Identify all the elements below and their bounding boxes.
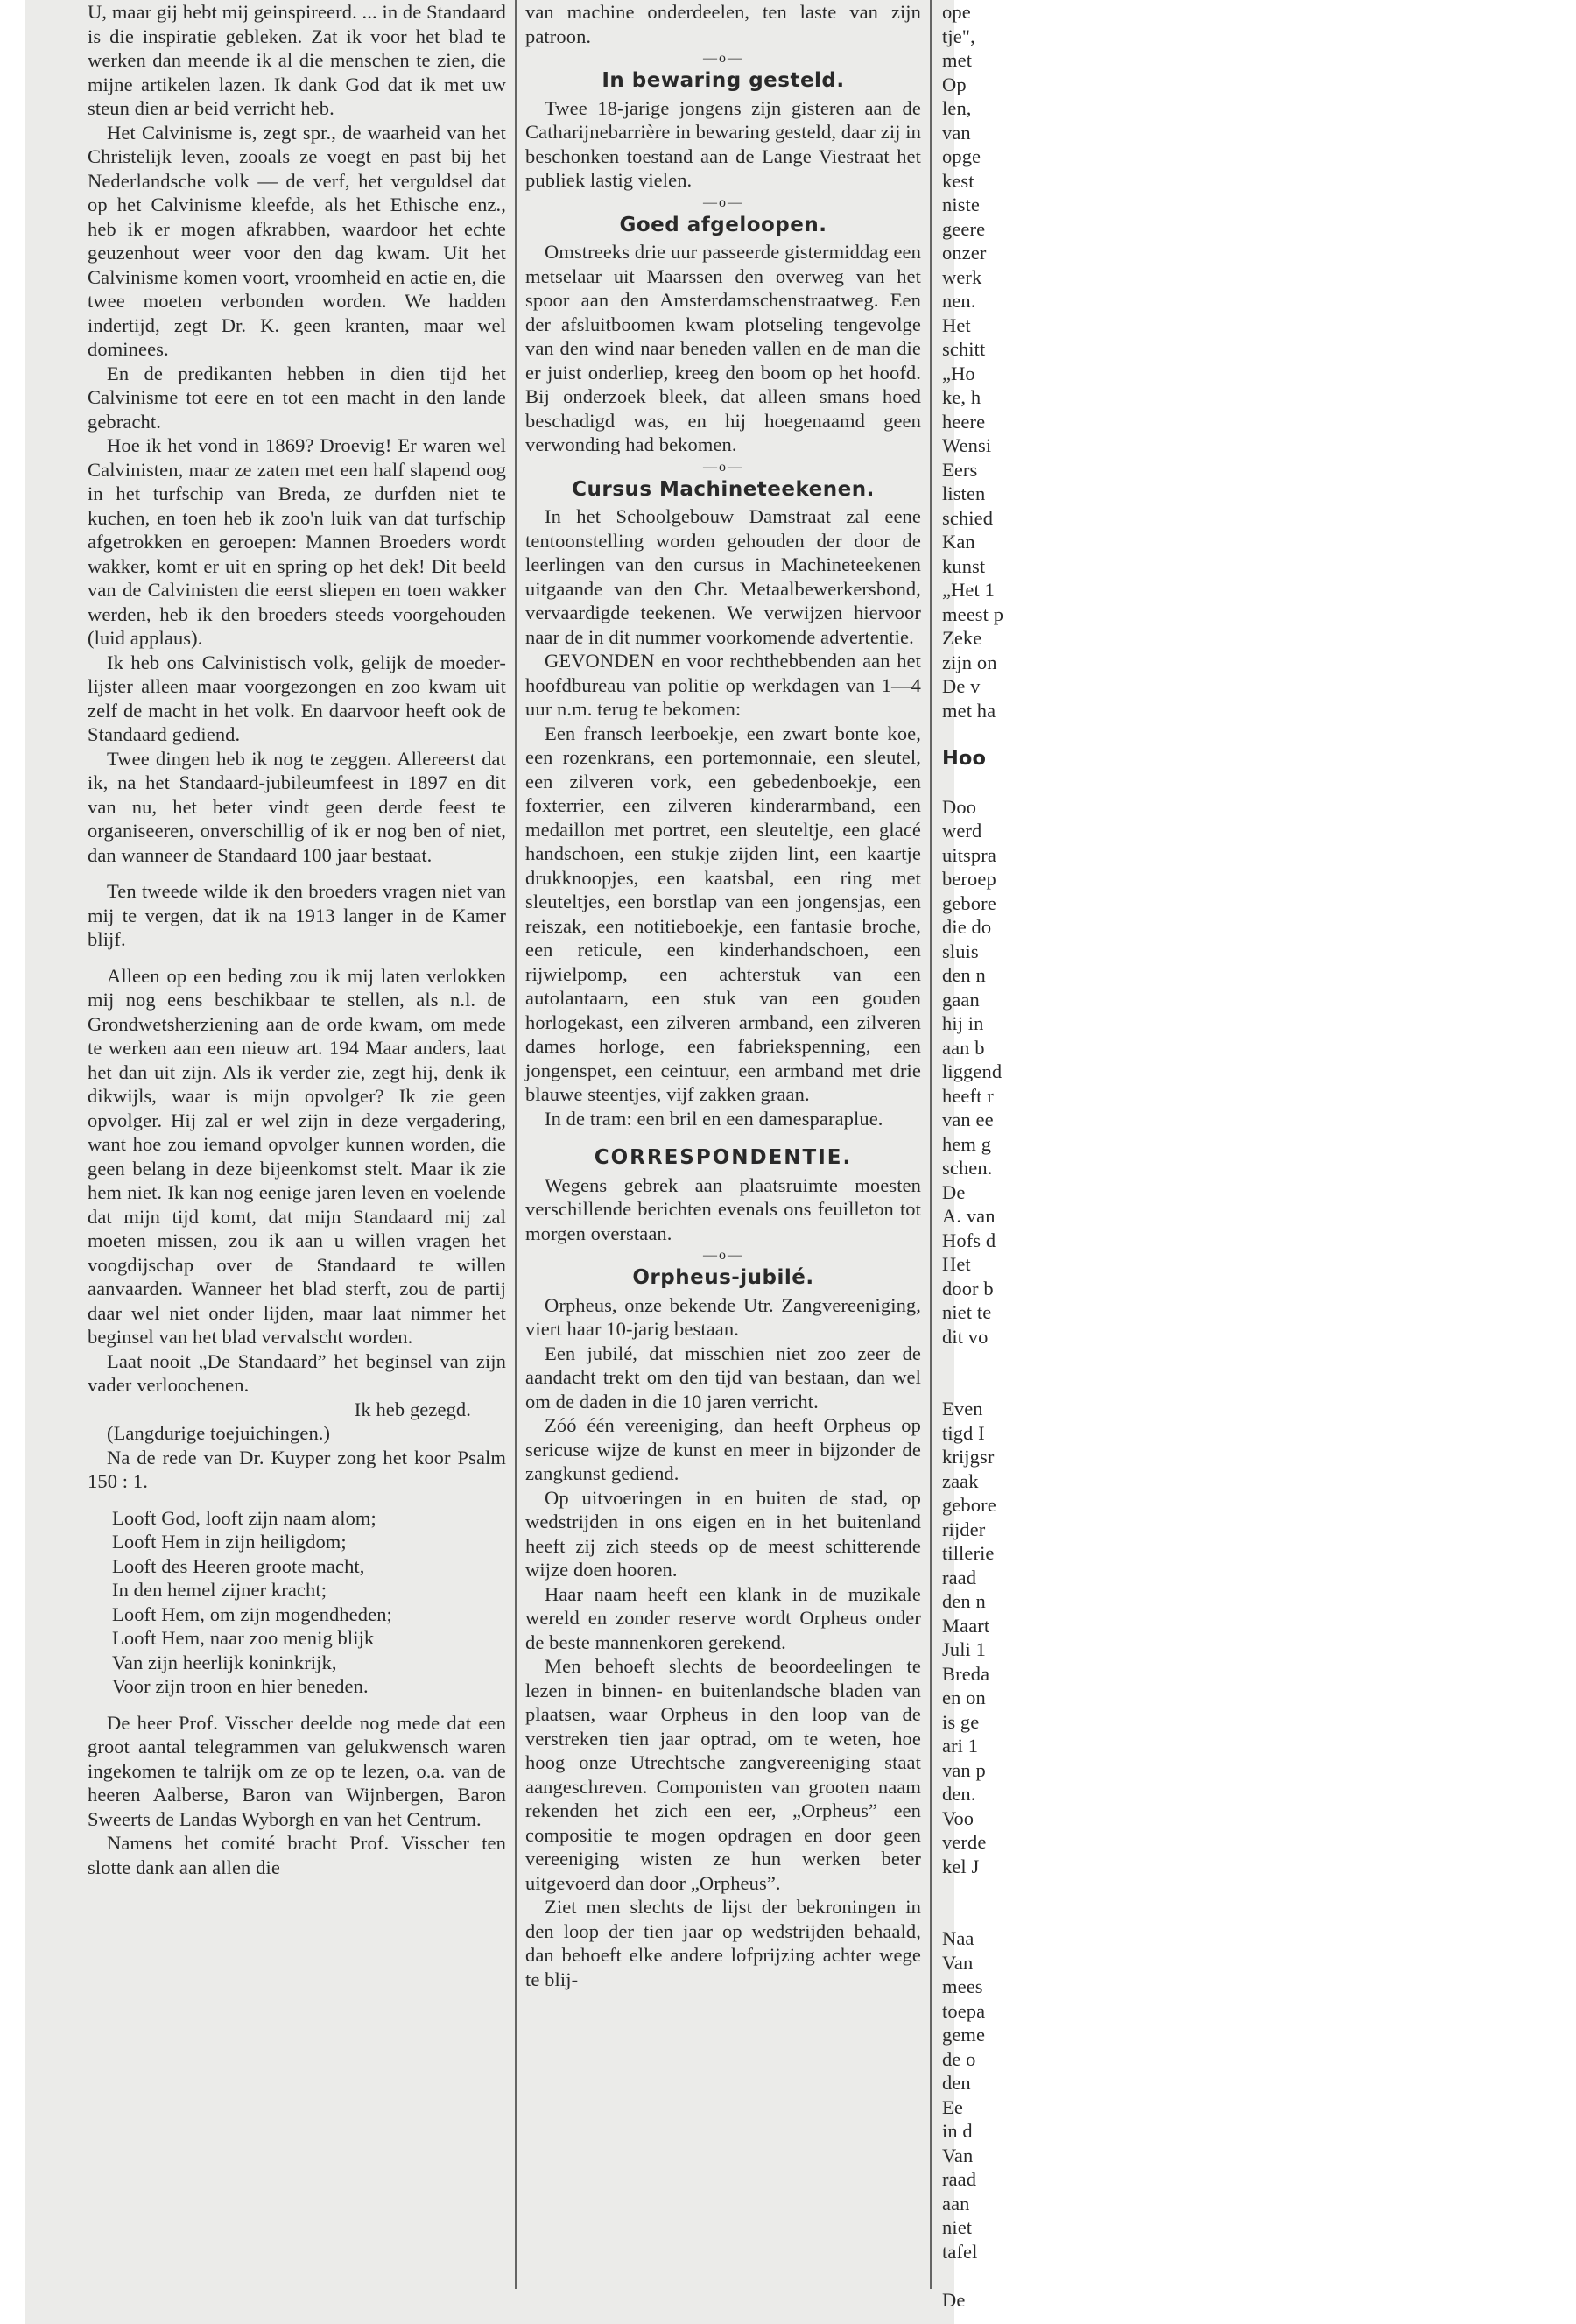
article-heading: Cursus Machineteekenen.: [572, 477, 875, 501]
verse-line: Looft Hem, om zijn mogendheden;: [112, 1602, 392, 1625]
cropped-line: Kan: [942, 531, 975, 553]
cropped-line: heere: [942, 410, 986, 433]
cropped-line: ope: [942, 1, 971, 23]
cropped-line: toepa: [942, 1999, 986, 2022]
spacer: [525, 1130, 921, 1143]
paragraph: In het Schoolgebouw Damstraat zal eene tentoonstelling worden gehouden der door de leerlingen van den cursus in Machineteekenen uitgaande van den Chr. Metaalbewerkersbond, vervaardigde teekenen. We verwijzen hiervoor naar de in dit nummer voorkomende advertentie.: [525, 505, 921, 648]
cropped-line: heeft r: [942, 1084, 994, 1107]
cropped-line: De: [942, 2288, 966, 2311]
verse-line: Looft Hem, naar zoo menig blijk: [112, 1627, 375, 1649]
cropped-line: schen.: [942, 1157, 993, 1179]
cropped-line: sluis: [942, 940, 979, 962]
cropped-line: tafel: [942, 2240, 978, 2263]
cropped-line: van ee: [942, 1109, 994, 1130]
cropped-line: kest: [942, 169, 974, 192]
cropped-line: [942, 771, 995, 795]
cropped-line: De v: [942, 675, 981, 697]
cropped-line: beroep: [942, 868, 996, 890]
separator: —o—: [703, 459, 743, 475]
cropped-line: den n: [942, 964, 986, 986]
cropped-line: [942, 1903, 995, 1927]
paragraph: Twee dingen heb ik nog te zeggen. Allereerst dat ik, na het Standaard-jubileumfeest in 1897 en dit van nu, het beter vindt geen derde feest te organiseeren, onverschillig of ik er nog ben of niet, dan wanneer de Standaard 100 jaar bestaat.: [88, 747, 506, 866]
article-heading: Orpheus-jubilé.: [632, 1266, 814, 1289]
cropped-line: krijgsr: [942, 1446, 995, 1468]
psalm-verse: [88, 1506, 506, 1699]
paragraph: Ten tweede wilde ik den broeders vragen niet van mij te vergen, dat ik na 1913 langer in de Kamer blijf.: [88, 880, 506, 950]
verse-line: Looft Hem in zijn heiligdom;: [112, 1531, 347, 1553]
cropped-line: [942, 1349, 995, 1373]
paragraph: Wegens gebrek aan plaatsruimte moesten verschillende berichten evenals ons feuilleton tot morgen overstaan.: [525, 1173, 921, 1244]
paragraph: Zóó één vereeniging, dan heeft Orpheus op sericuse wijze de kunst en meer in bijzonder de zangkunst gediend.: [525, 1414, 921, 1484]
cropped-line: werd: [942, 820, 982, 842]
paragraph: U, maar gij hebt mij geinspireerd. ... in de Standaard is die inspiratie gebleken. Zat ik voor het blad te werken dan meende ik al die menschen te zien, die mijne artikelen lazen. Ik dank God dat ik met uw steun dien ar beid verricht heb.: [88, 1, 506, 119]
paragraph: Namens het comité bracht Prof. Visscher ten slotte dank aan allen die: [88, 1832, 506, 1878]
cropped-line: [942, 722, 995, 747]
cropped-line: rijder: [942, 1518, 986, 1540]
cropped-line: Ee: [942, 2095, 963, 2118]
cropped-line: geere: [942, 217, 986, 240]
verse-line: Voor zijn troon en hier beneden.: [112, 1675, 369, 1697]
verse-line: Van zijn heerlijk koninkrijk,: [112, 1651, 337, 1673]
paragraph: Na de rede van Dr. Kuyper zong het koor Psalm 150 : 1.: [88, 1446, 506, 1492]
cropped-line: listen: [942, 482, 986, 504]
paragraph: En de predikanten hebben in dien tijd het Calvinisme tot eere en tot een macht in den lande gebracht.: [88, 362, 506, 433]
cropped-line: Doo: [942, 795, 977, 818]
paragraph: Een fransch leerboekje, een zwart bonte koe, een rozenkrans, een portemonnaie, een sleutel, een zilveren vork, een gebedenboekje, een foxterrier, een zilveren kinderarmband, een medaillon met portret, een sleuteltje, een glacé handschoen, een stukje zijden lint, een kaartje drukknoopjes, een kaatsbal, een ring met sleuteltjes, een borstlap van een jongensjas, een reiszak, een notitieboekje, een fantasie broche, een reticule, een kinderhandschoen, een rijwielpomp, een achterstuk van een autolantaarn, een stuk van een gouden horlogekast, een zilveren armband, een zilveren dames horloge, een fabriekspenning, een jongenspet, een ceintuur, een armband met drie blauwe steentjes, vijf zakken graan.: [525, 722, 921, 1105]
paragraph: Ik heb ons Calvinistisch volk, gelijk de moeder-lijster alleen maar voorgezongen en zoo kwam uit zelf de macht in het volk. En daarvoor heeft ook de Standaard gediend.: [88, 651, 506, 745]
cropped-line: in d: [942, 2120, 973, 2142]
cropped-line: gebore: [942, 891, 996, 914]
cropped-line: die do: [942, 916, 992, 938]
column-middle: [525, 0, 921, 2324]
cropped-line: met: [942, 49, 973, 71]
cropped-line: Het: [942, 313, 971, 336]
cropped-line: kel J: [942, 1855, 980, 1877]
cropped-line: niet: [942, 2216, 973, 2238]
cropped-line: niste: [942, 194, 980, 215]
cropped-line: Het: [942, 1253, 971, 1275]
article-heading: CORRESPONDENTIE.: [594, 1146, 853, 1169]
cropped-line: met ha: [942, 699, 996, 722]
paragraph: Laat nooit „De Standaard” het beginsel van zijn vader verloochenen.: [88, 1349, 506, 1396]
cropped-line: Voo: [942, 1806, 974, 1829]
cropped-line: Hoo: [942, 746, 987, 770]
paragraph: Ziet men slechts de lijst der bekroningen in den loop der tien jaar op wedstrijden behaald, dan behoeft elke andere lofprijzing achter wege te blij-: [525, 1896, 921, 1990]
paragraph: Haar naam heeft een klank in de muzikale wereld en zonder reserve wordt Orpheus onder de beste mannenkoren gerekend.: [525, 1582, 921, 1653]
cropped-line: niet te: [942, 1301, 992, 1323]
column-rule: [930, 0, 932, 2289]
cropped-line: Van: [942, 1951, 974, 1974]
verse-line: In den hemel zijner kracht;: [112, 1579, 327, 1601]
paragraph: Omstreeks drie uur passeerde gistermiddag een metselaar uit Maarssen den overweg van het spoor aan den Amsterdamschenstraatweg. Een der afsluitboomen kwam plotseling tengevolge van den wind naar beneden vallen en de man die er juist onderliep, kreeg den boom op het hoofd. Bij onderzoek bleek, dat alleen smans hoed beschadigd was, en hij hoegenaamd geen verwonding had bekomen.: [525, 241, 921, 455]
cropped-line: [942, 1878, 995, 1903]
cropped-line: gebore: [942, 1494, 996, 1516]
cropped-line: aan b: [942, 1036, 985, 1059]
cropped-line: geme: [942, 2024, 986, 2046]
paragraph: In de tram: een bril en een damesparaplue.: [545, 1107, 883, 1130]
spacer: [88, 1699, 506, 1711]
cropped-line: Maart: [942, 1614, 990, 1637]
cropped-line: dit vo: [942, 1325, 989, 1348]
cropped-line: den.: [942, 1783, 976, 1805]
cropped-line: A. van: [942, 1205, 996, 1227]
paragraph: De heer Prof. Visscher deelde nog mede dat een groot aantal telegrammen van gelukwensch waren ingekomen te talrijk om ze op te lezen, o.a. van de heeren Aalberse, Baron van Wijnbergen, Baron Sweerts de Landas Wyborgh en van het Centrum.: [88, 1711, 506, 1830]
cropped-line: den: [942, 2072, 971, 2094]
paragraph: Hoe ik het vond in 1869? Droevig! Er waren wel Calvinisten, maar ze zaten met een half slapend oog in het turfschip van Breda, ze durfden niet te kuchen, en toen heb ik zoo'n luik van dat turfschip afgetrokken en geroepen: Mannen Broeders wordt wakker, komt er uit en spring op het dek! Dit beeld van de Calvinisten die eerst sliepen en toen wakker werden, heb ik den broeders steeds voorgehouden (luid applaus).: [88, 434, 506, 649]
cropped-line: „Ho: [942, 362, 975, 384]
cropped-line: raad: [942, 1566, 977, 1588]
cropped-line: hij in: [942, 1012, 984, 1034]
paragraph: Men behoeft slechts de beoordeelingen te lezen in binnen- en buitenlandsche bladen van plaatsen, waar Orpheus in den loop van de verstreken tien jaar optrad, om te weten, hoe hoog onze Utrechtsche zangvereeniging staat aangeschreven. Componisten van grooten naam rekenden het zich een eer, „Orpheus” een compositie te mogen opdragen en door geen vereeniging wisten ze hun werken beter uitgevoerd dan door „Orpheus”.: [525, 1655, 921, 1894]
cropped-line: uitspra: [942, 843, 996, 866]
paragraph: Orpheus, onze bekende Utr. Zangvereeniging, viert haar 10-jarig bestaan.: [525, 1293, 921, 1340]
cropped-line: Op: [942, 73, 967, 95]
cropped-line: Breda: [942, 1662, 990, 1685]
verse-line: Looft God, looft zijn naam alom;: [112, 1506, 376, 1529]
spacer: [88, 952, 506, 964]
cropped-line: Zeke: [942, 627, 982, 649]
paragraph: van machine onderdeelen, ten laste van zijn patroon.: [525, 1, 921, 47]
cropped-line: meest p: [942, 602, 1004, 625]
spacer: [88, 867, 506, 879]
newspaper-page: [25, 0, 1004, 2324]
cropped-line: Wensi: [942, 434, 992, 456]
paragraph: Een jubilé, dat misschien niet zoo zeer de aandacht trekt om den tijd van bestaan, dan wel om de daden in die 10 jaren verricht.: [525, 1342, 921, 1412]
cropped-line: kunst: [942, 554, 986, 577]
separator: —o—: [703, 51, 743, 66]
cropped-line: liggend: [942, 1060, 1003, 1082]
paragraph: Alleen op een beding zou ik mij laten verlokken mij nog eens beschikbaar te stellen, als n.l. de Grondwetsherziening aan de orde kwam, om mede te werken aan een nieuw art. 194 Maar anders, laat het dan uit zijn. Als ik verder zie, zegt hij, denk ik dikwijls, waar is mijn opvolger? Ik zie geen opvolger. Hij zal er wel zijn in deze vergadering, want hoe zou iemand opvolger kunnen worden, die geen belang in deze bijeenkomst stelt. Maar ik zie hem niet. Ik kan nog eenige jaren leven en voelende dat mijn tijd komt, dat mijn Standaard mij zal moeten missen, zou ik aan u willen vragen het voogdijschap over de Standaard te willen aanvaarden. Wanneer het blad sterft, zou de partij daar wel niet onder lijden, maar laat nimmer het beginsel van het blad vervalscht worden.: [88, 964, 506, 1348]
paragraph: Twee 18-jarige jongens zijn gisteren aan de Catharijnebarrière in bewaring gesteld, daar zij in beschonken toestand aan de Lange Viestraat het publiek lastig vielen.: [525, 96, 921, 191]
cropped-line: nen.: [942, 290, 976, 312]
cropped-line: [942, 1373, 995, 1398]
cropped-line: ke, h: [942, 386, 981, 408]
column-left: [88, 0, 506, 2324]
column-right-cropped: [942, 0, 1004, 2324]
cropped-line: „Het 1: [942, 579, 995, 601]
cropped-line: gaan: [942, 988, 980, 1011]
cropped-line: Naa: [942, 1927, 974, 1949]
cropped-line: mees: [942, 1975, 983, 1997]
cropped-line: [942, 2264, 995, 2288]
column-rule: [515, 0, 517, 2289]
cropped-line: Juli 1: [942, 1638, 986, 1660]
cropped-line: tillerie: [942, 1542, 995, 1564]
cropped-line: onzer: [942, 242, 987, 264]
signoff: Ik heb gezegd.: [354, 1398, 471, 1420]
cropped-line: schitt: [942, 338, 986, 360]
cropped-line: Eers: [942, 458, 978, 481]
cropped-line: werk: [942, 265, 982, 288]
cropped-line: is ge: [942, 1710, 980, 1733]
cropped-line: schied: [942, 506, 994, 529]
cropped-line: van p: [942, 1758, 986, 1781]
cropped-line: tigd I: [942, 1421, 985, 1444]
separator: —o—: [703, 1248, 743, 1263]
cropped-line: verde: [942, 1831, 987, 1853]
article-heading: In bewaring gesteld.: [602, 69, 845, 92]
verse-line: Looft des Heeren groote macht,: [112, 1554, 365, 1577]
cropped-line: aan: [942, 2192, 970, 2215]
cropped-line: den n: [942, 1590, 986, 1612]
applause-note: (Langdurige toejuichingen.): [107, 1422, 331, 1444]
cropped-line: De: [942, 1180, 966, 1203]
cropped-line: zijn on: [942, 651, 997, 673]
paragraph: Op uitvoeringen in en buiten de stad, op wedstrijden in ons eigen en in het buitenland heeft zij zich steeds op de meest schitterende wijze doen hooren.: [525, 1486, 921, 1581]
cropped-line: tje",: [942, 25, 975, 47]
cropped-line: zaak: [942, 1469, 979, 1492]
cropped-line: van: [942, 121, 971, 144]
cropped-line: de o: [942, 2047, 976, 2070]
cropped-line: ari 1: [942, 1735, 979, 1757]
paragraph: Het Calvinisme is, zegt spr., de waarheid van het Christelijk leven, zooals ze voegt en past bij het Nederlandsche volk — de verf, het verguldsel dat op het Calvinisme kleefde, als het Ethische enz., heb ik er mogen afkrabben, waardoor het echte geuzenhout weer voor den dag kwam. Uit het Calvinisme komen voort, vroomheid en actie en, die twee moeten verbonden worden. We hadden indertijd, zegt Dr. K. geen kranten, maar wel dominees.: [88, 121, 506, 360]
cropped-line: len,: [942, 97, 972, 119]
paragraph: GEVONDEN en voor rechthebbenden aan het hoofdbureau van politie op werkdagen van 1—4 uur n.m. terug te bekomen:: [525, 650, 921, 720]
article-heading: Goed afgeloopen.: [619, 213, 827, 236]
cropped-line: en on: [942, 1687, 986, 1708]
spacer: [88, 1494, 506, 1506]
cropped-line: hem g: [942, 1132, 992, 1155]
cropped-line: opge: [942, 145, 981, 167]
separator: —o—: [703, 194, 743, 210]
cropped-line: Van: [942, 2144, 974, 2166]
cropped-line: Even: [942, 1398, 983, 1419]
cropped-line: door b: [942, 1277, 994, 1299]
cropped-line: raad: [942, 2168, 977, 2190]
cropped-line: Hofs d: [942, 1229, 996, 1251]
